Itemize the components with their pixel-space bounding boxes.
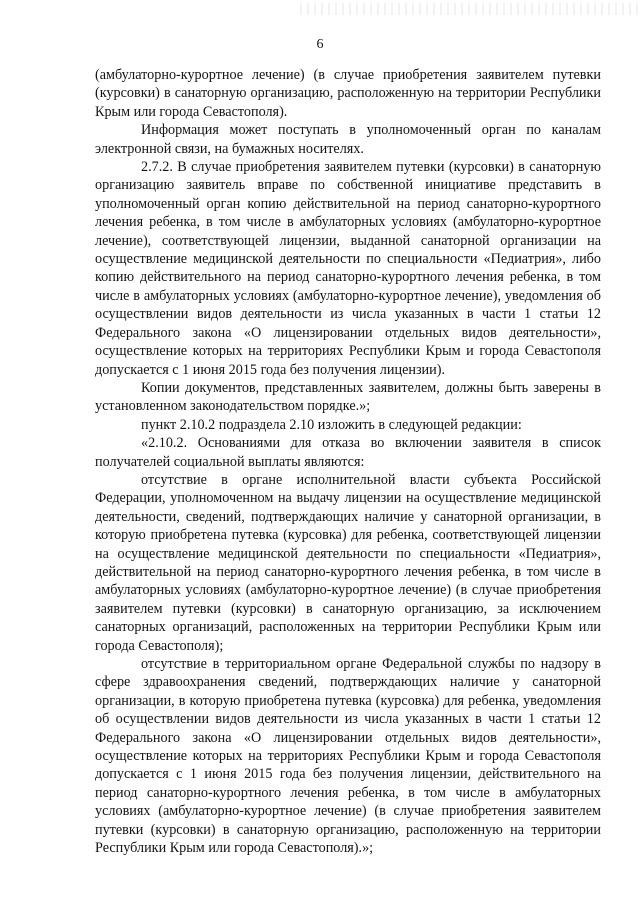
paragraph-amend-2-10-2: пункт 2.10.2 подраздела 2.10 изложить в следующей редакции:	[141, 416, 522, 433]
paragraph-ground-no-notification: отсутствие в территориальном органе Федеральной службы по надзору в сфере здравоохранения сведений, подтверждающих наличие у санаторной организации, в которую приобретена путевка (курсовка) для ребенка, уведомления об осуществлении видов деятельности из числа указанных в части 1 статьи 12 Федерального закона «О лицензировании отдельных видов деятельности», осуществление которых на территориях Республики Крым и города Севастополя допускается с 1 июня 2015 года без получения лицензии, действительного на период санаторно-курортного лечения ребенка, в том числе в амбулаторных условиях (амбулаторно-курортное лечение) (в случае приобретения заявителем путевки (курсовки) в санаторную организацию, расположенную на территории Республики Крым или города Севастополя).»;	[95, 656, 601, 857]
paragraph-continuation: (амбулаторно-курортное лечение) (в случае приобретения заявителем путевки (курсовки) в санаторную организацию, расположенную на территории Республики Крым или города Севастополя).	[95, 67, 601, 120]
paragraph-information-channels: Информация может поступать в уполномоченный орган по каналам электронной связи, на бумажных носителях.	[95, 122, 601, 157]
scan-artifact	[300, 3, 640, 15]
paragraph-ground-no-license: отсутствие в органе исполнительной власти субъекта Российской Федерации, уполномоченном на выдачу лицензии на осуществление медицинской деятельности, сведений, подтверждающих наличие у санаторной организации, в которую приобретена путевка (курсовка) для ребенка, соответствующей лицензии на осуществление медицинской деятельности по специальности «Педиатрия», действительной на период санаторно-курортного лечения ребенка, в том числе в амбулаторных условиях (амбулаторно-курортное лечение) (в случае приобретения заявителем путевки (курсовки) в санаторную организацию, за исключением санаторных организаций, расположенных на территории Республики Крым или города Севастополя);	[95, 471, 601, 654]
paragraph-copies-certified: Копии документов, представленных заявителем, должны быть заверены в установленном законодательством порядке.»;	[95, 379, 601, 415]
paragraph-2-10-2-grounds: «2.10.2. Основаниями для отказа во включении заявителя в список получателей социальной выплаты являются:	[95, 435, 601, 470]
page-number: 6	[316, 37, 324, 52]
document-body	[95, 66, 601, 857]
paragraph-2-7-2: 2.7.2. В случае приобретения заявителем путевки (курсовки) в санаторную организацию заявитель вправе по собственной инициативе представить в уполномоченный орган копию действительной на период санаторно-курортного лечения ребенка, в том числе в амбулаторных условиях (амбулаторно-курортное лечение), соответствующей лицензии, выданной санаторной организации на осуществление медицинской деятельности по специальности «Педиатрия», либо копию действительного на период санаторно-курортного лечения ребенка, в том числе в амбулаторных условиях (амбулаторно-курортное лечение), уведомления об осуществлении видов деятельности из числа указанных в части 1 статьи 12 Федерального закона «О лицензировании отдельных видов деятельности», осуществление которых на территориях Республики Крым и города Севастополя допускается с 1 июня 2015 года без получения лицензии).	[95, 159, 601, 378]
